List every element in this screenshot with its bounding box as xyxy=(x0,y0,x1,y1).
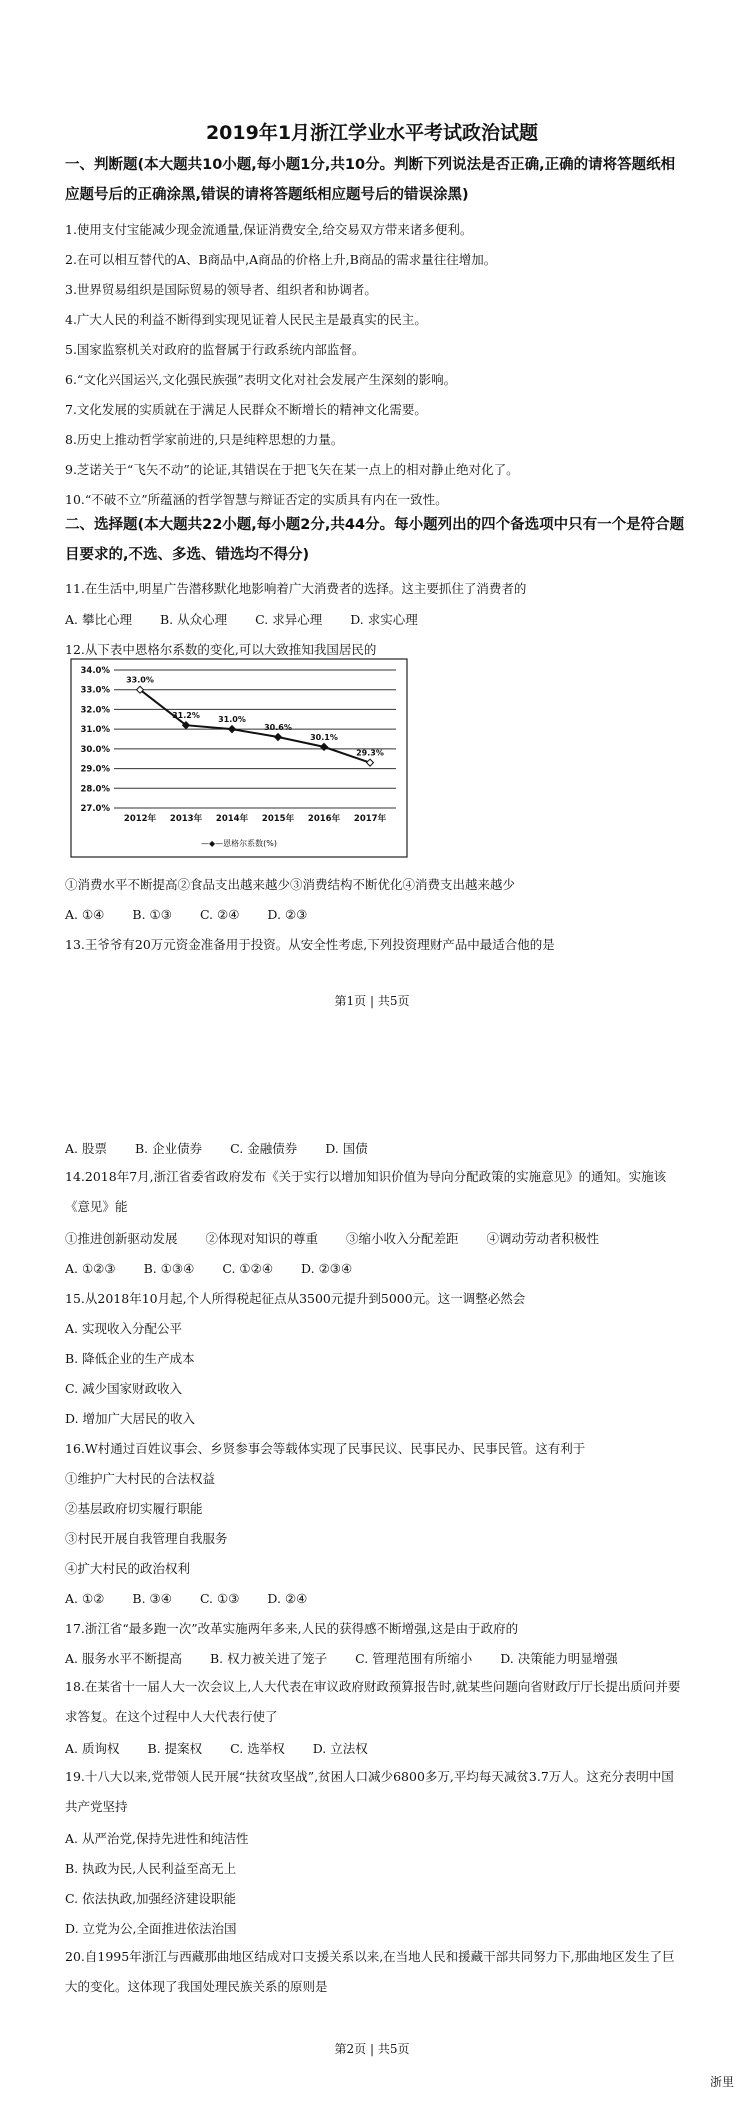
q19-option-c: C. 依法执政,加强经济建设职能 xyxy=(65,1891,237,1906)
q12-option-a: A. ①④ xyxy=(65,907,105,922)
q15-option-d: D. 增加广大居民的收入 xyxy=(65,1411,196,1426)
y-tick-label: 28.0% xyxy=(80,784,110,795)
judge-item-5: 5.国家监察机关对政府的监督属于行政系统内部监督。 xyxy=(65,342,365,357)
y-tick-label: 29.0% xyxy=(80,764,110,775)
q12-option-d: D. ②③ xyxy=(267,907,308,922)
q14-item-1: ①推进创新驱动发展 xyxy=(65,1231,178,1246)
judge-item-6: 6.“文化兴国运兴,文化强民族强”表明文化对社会发展产生深刻的影响。 xyxy=(65,372,457,387)
q17-option-b: B. 权力被关进了笼子 xyxy=(209,1651,328,1666)
q13-option-c: C. 金融债券 xyxy=(230,1141,298,1156)
q15-stem: 15.从2018年10月起,个人所得税起征点从3500元提升到5000元。这一调整必然会 xyxy=(65,1291,526,1306)
q14-option-c: C. ①②④ xyxy=(222,1261,274,1276)
data-label: 31.0% xyxy=(218,715,246,725)
q14-stem: 14.2018年7月,浙江省委省政府发布《关于实行以增加知识价值为导向分配政策的实施意见》的通知。实施该《意见》能 xyxy=(65,1169,667,1214)
q14-option-b: B. ①③④ xyxy=(143,1261,195,1276)
section-judge-header: 一、判断题(本大题共10小题,每小题1分,共10分。判断下列说法是否正确,正确的请将答题纸相应题号后的正确涂黑,错误的请将答题纸相应题号后的错误涂黑) xyxy=(65,157,676,203)
section-choice-header: 二、选择题(本大题共22小题,每小题2分,共44分。每小题列出的四个备选项中只有一个是符合题目要求的,不选、多选、错选均不得分) xyxy=(65,517,685,563)
q17-stem: 17.浙江省“最多跑一次”改革实施两年多来,人民的获得感不断增强,这是由于政府的 xyxy=(65,1621,519,1636)
q18-options xyxy=(65,1740,705,1757)
y-tick-label: 34.0% xyxy=(80,666,110,676)
judge-item-2: 2.在可以相互替代的A、B商品中,A商品的价格上升,B商品的需求量往往增加。 xyxy=(65,252,497,267)
q19-option-a: A. 从严治党,保持先进性和纯洁性 xyxy=(65,1831,249,1846)
data-label: 33.0% xyxy=(126,675,154,685)
page-title: 2019年1月浙江学业水平考试政治试题 xyxy=(205,122,539,144)
q20-stem: 20.自1995年浙江与西藏那曲地区结成对口支援关系以来,在当地人民和援藏干部共同努力下,那曲地区发生了巨大的变化。这体现了我国处理民族关系的原则是 xyxy=(65,1949,675,1994)
x-tick-label: 2014年 xyxy=(215,814,249,824)
x-tick-label: 2013年 xyxy=(169,814,203,824)
judge-item-3: 3.世界贸易组织是国际贸易的领导者、组织者和协调者。 xyxy=(65,282,377,297)
data-label: 30.1% xyxy=(310,732,338,742)
q19-option-d: D. 立党为公,全面推进依法治国 xyxy=(65,1921,237,1936)
q13-option-a: A. 股票 xyxy=(65,1141,107,1156)
q12-option-c: C. ②④ xyxy=(199,907,240,922)
q15-option-b: B. 降低企业的生产成本 xyxy=(65,1351,195,1366)
q14-item-4: ④调动劳动者积极性 xyxy=(486,1231,600,1246)
q19-option-b: B. 执政为民,人民利益至高无上 xyxy=(65,1861,237,1876)
page-1-footer: 第1页 | 共5页 xyxy=(334,994,410,1008)
q14-option-d: D. ②③④ xyxy=(301,1261,353,1276)
q13-option-d: D. 国债 xyxy=(325,1141,368,1156)
q12-stem: 12.从下表中恩格尔系数的变化,可以大致推知我国居民的 xyxy=(65,642,377,657)
q18-option-d: D. 立法权 xyxy=(312,1741,368,1756)
judge-item-10: 10.“不破不立”所蕴涵的哲学智慧与辩证否定的实质具有内在一致性。 xyxy=(65,492,448,507)
q14-options xyxy=(65,1260,705,1277)
q16-option-c: C. ①③ xyxy=(199,1591,240,1606)
q16-options xyxy=(65,1590,705,1607)
corner-watermark: 浙里 xyxy=(709,2075,734,2089)
judge-item-9: 9.芝诺关于“飞矢不动”的论证,其错误在于把飞矢在某一点上的相对静止绝对化了。 xyxy=(65,462,519,477)
x-tick-label: 2015年 xyxy=(261,814,295,824)
q14-items xyxy=(65,1230,705,1247)
q18-stem: 18.在某省十一届人大一次会议上,人大代表在审议政府财政预算报告时,就某些问题向省财政厅厅长提出质问并要求答复。在这个过程中人大代表行使了 xyxy=(65,1679,681,1724)
chart-legend: —◆—恩格尔系数(%) xyxy=(201,839,277,848)
y-tick-label: 31.0% xyxy=(80,725,110,736)
q17-options xyxy=(65,1650,705,1667)
data-label: 30.6% xyxy=(264,723,292,733)
y-tick-label: 27.0% xyxy=(80,804,110,814)
judge-item-8: 8.历史上推动哲学家前进的,只是纯粹思想的力量。 xyxy=(65,432,344,447)
judge-item-7: 7.文化发展的实质就在于满足人民群众不断增长的精神文化需要。 xyxy=(65,402,427,417)
q12-options xyxy=(65,906,705,923)
page-1 xyxy=(0,0,744,1050)
q16-item-4: ④扩大村民的政治权利 xyxy=(65,1561,191,1576)
q16-option-b: B. ③④ xyxy=(132,1591,172,1606)
data-label: 31.2% xyxy=(172,711,200,721)
q17-option-c: C. 管理范围有所缩小 xyxy=(355,1651,473,1666)
q16-stem: 16.W村通过百姓议事会、乡贤参事会等载体实现了民事民议、民事民办、民事民管。这有利于 xyxy=(65,1441,586,1456)
q16-item-1: ①维护广大村民的合法权益 xyxy=(65,1471,216,1486)
engel-coefficient-chart xyxy=(70,658,408,858)
q16-item-2: ②基层政府切实履行职能 xyxy=(65,1501,203,1516)
q11-option-a: A. 攀比心理 xyxy=(65,612,132,627)
x-tick-label: 2017年 xyxy=(353,814,387,824)
q17-option-d: D. 决策能力明显增强 xyxy=(500,1651,618,1666)
q13-options xyxy=(65,1140,705,1157)
q12-option-b: B. ①③ xyxy=(132,907,172,922)
q14-item-2: ②体现对知识的尊重 xyxy=(205,1231,319,1246)
q18-option-a: A. 质询权 xyxy=(65,1741,120,1756)
q11-option-c: C. 求异心理 xyxy=(255,612,323,627)
q18-option-c: C. 选举权 xyxy=(230,1741,285,1756)
y-tick-label: 32.0% xyxy=(80,705,110,716)
q18-option-b: B. 提案权 xyxy=(147,1741,203,1756)
q16-option-d: D. ②④ xyxy=(267,1591,308,1606)
chart-svg xyxy=(70,658,408,858)
q15-option-a: A. 实现收入分配公平 xyxy=(65,1321,182,1336)
q13-option-b: B. 企业债券 xyxy=(134,1141,203,1156)
y-tick-label: 30.0% xyxy=(80,744,110,755)
q11-options xyxy=(65,611,705,628)
q16-item-3: ③村民开展自我管理自我服务 xyxy=(65,1531,228,1546)
data-label: 29.3% xyxy=(356,748,384,758)
q16-option-a: A. ①② xyxy=(65,1591,105,1606)
q14-item-3: ③缩小收入分配差距 xyxy=(346,1231,459,1246)
judge-item-1: 1.使用支付宝能减少现金流通量,保证消费安全,给交易双方带来诸多便利。 xyxy=(65,222,473,237)
x-tick-label: 2016年 xyxy=(307,814,341,824)
q13-stem: 13.王爷爷有20万元资金准备用于投资。从安全性考虑,下列投资理财产品中最适合他的是 xyxy=(65,937,555,952)
q17-option-a: A. 服务水平不断提高 xyxy=(65,1651,182,1666)
q11-stem: 11.在生活中,明星广告潜移默化地影响着广大消费者的选择。这主要抓住了消费者的 xyxy=(65,581,527,596)
q19-stem: 19.十八大以来,党带领人民开展“扶贫攻坚战”,贫困人口减少6800多万,平均每天减贫3.7万人。这充分表明中国共产党坚持 xyxy=(65,1769,674,1814)
judge-item-4: 4.广大人民的利益不断得到实现见证着人民民主是最真实的民主。 xyxy=(65,312,427,327)
x-tick-label: 2012年 xyxy=(123,814,157,824)
page-2 xyxy=(0,1050,744,2104)
page-2-footer: 第2页 | 共5页 xyxy=(334,2042,410,2056)
y-tick-label: 33.0% xyxy=(80,685,110,696)
q15-option-c: C. 减少国家财政收入 xyxy=(65,1381,183,1396)
q12-items: ①消费水平不断提高②食品支出越来越少③消费结构不断优化④消费支出越来越少 xyxy=(65,877,516,892)
q11-option-b: B. 从众心理 xyxy=(159,612,228,627)
q14-option-a: A. ①②③ xyxy=(65,1261,116,1276)
q11-option-d: D. 求实心理 xyxy=(350,612,418,627)
